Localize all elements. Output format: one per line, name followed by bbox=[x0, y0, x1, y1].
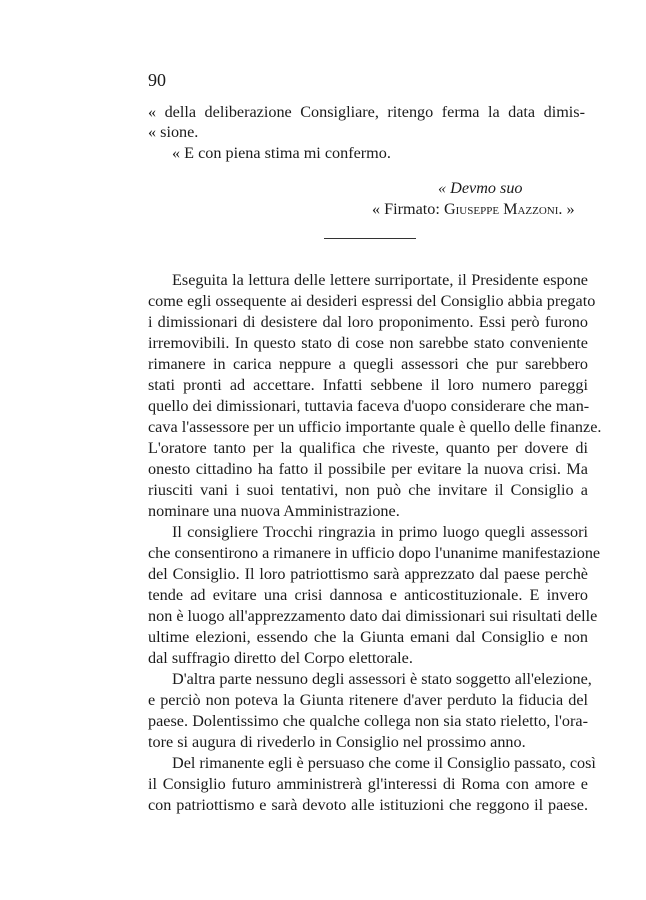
body-line: riusciti vani i suoi tentativi, non può che invitare il Consiglio a bbox=[148, 481, 588, 499]
body-line: tore si augura di rivederlo in Consiglio nel prossimo anno. bbox=[148, 733, 526, 751]
page-number: 90 bbox=[148, 70, 166, 90]
body-line: onesto cittadino ha fatto il possibile per evitare la nuova crisi. Ma bbox=[148, 460, 588, 478]
body-line: Il consigliere Trocchi ringrazia in primo luogo quegli assessori bbox=[172, 523, 588, 541]
body-line: il Consiglio futuro amministrerà gl'interessi di Roma con amore e bbox=[148, 775, 588, 793]
body-line: tende ad evitare una crisi dannosa e anticostituzionale. E invero bbox=[148, 586, 588, 604]
body-line: L'oratore tanto per la qualifica che riveste, quanto per dovere di bbox=[148, 439, 588, 457]
letter-closing: « Devmo suo bbox=[438, 179, 523, 197]
body-line: e perciò non poteva la Giunta ritenere d'aver perduto la fiducia del bbox=[148, 691, 588, 709]
body-line: del Consiglio. Il loro patriottismo sarà apprezzato dal paese perchè bbox=[148, 565, 588, 583]
body-line: non è luogo all'apprezzamento dato dai dimissionari sui risultati delle bbox=[148, 607, 598, 625]
body-line: paese. Dolentissimo che qualche collega non sia stato rieletto, l'ora- bbox=[148, 712, 588, 730]
body-line: rimanere in carica neppure a quegli assessori che pur sarebbero bbox=[148, 355, 588, 373]
signature-name: Giuseppe Mazzoni. bbox=[443, 200, 563, 218]
letter-line: « E con piena stima mi confermo. bbox=[172, 144, 391, 162]
body-line: nominare una nuova Amministrazione. bbox=[148, 502, 400, 520]
body-line: cava l'assessore per un ufficio importante quale è quello delle finanze. bbox=[148, 418, 602, 436]
signature-suffix: » bbox=[562, 200, 575, 218]
body-line: ultime elezioni, essendo che la Giunta emani dal Consiglio e non bbox=[148, 628, 588, 646]
body-line: i dimissionari di desistere dal loro proponimento. Essi però furono bbox=[148, 313, 588, 331]
body-line: quello dei dimissionari, tuttavia faceva d'uopo considerare che man- bbox=[148, 397, 590, 415]
body-line: irremovibili. In questo stato di cose non sarebbe stato conveniente bbox=[148, 334, 588, 352]
body-line: che consentirono a rimanere in ufficio dopo l'unanime manifestazione bbox=[148, 544, 601, 562]
signature-prefix: « Firmato: bbox=[372, 200, 444, 218]
letter-line: « della deliberazione Consigliare, ritengo ferma la data dimis- bbox=[148, 103, 585, 121]
body-line: Del rimanente egli è persuaso che come il Consiglio passato, così bbox=[172, 754, 596, 772]
body-line: Eseguita la lettura delle lettere surriportate, il Presidente espone bbox=[172, 271, 588, 289]
body-line: D'altra parte nessuno degli assessori è stato soggetto all'elezione, bbox=[172, 670, 592, 688]
section-divider bbox=[324, 238, 416, 239]
body-line: come egli ossequente ai desideri espressi del Consiglio abbia pregato bbox=[148, 292, 596, 310]
body-line: stati pronti ad accettare. Infatti sebbene il loro numero pareggi bbox=[148, 376, 588, 394]
body-line: dal suffragio diretto del Corpo elettorale. bbox=[148, 649, 413, 667]
letter-line: « sione. bbox=[148, 123, 199, 141]
letter-signature bbox=[372, 199, 575, 219]
body-line: con patriottismo e sarà devoto alle istituzioni che reggono il paese. bbox=[148, 796, 588, 814]
